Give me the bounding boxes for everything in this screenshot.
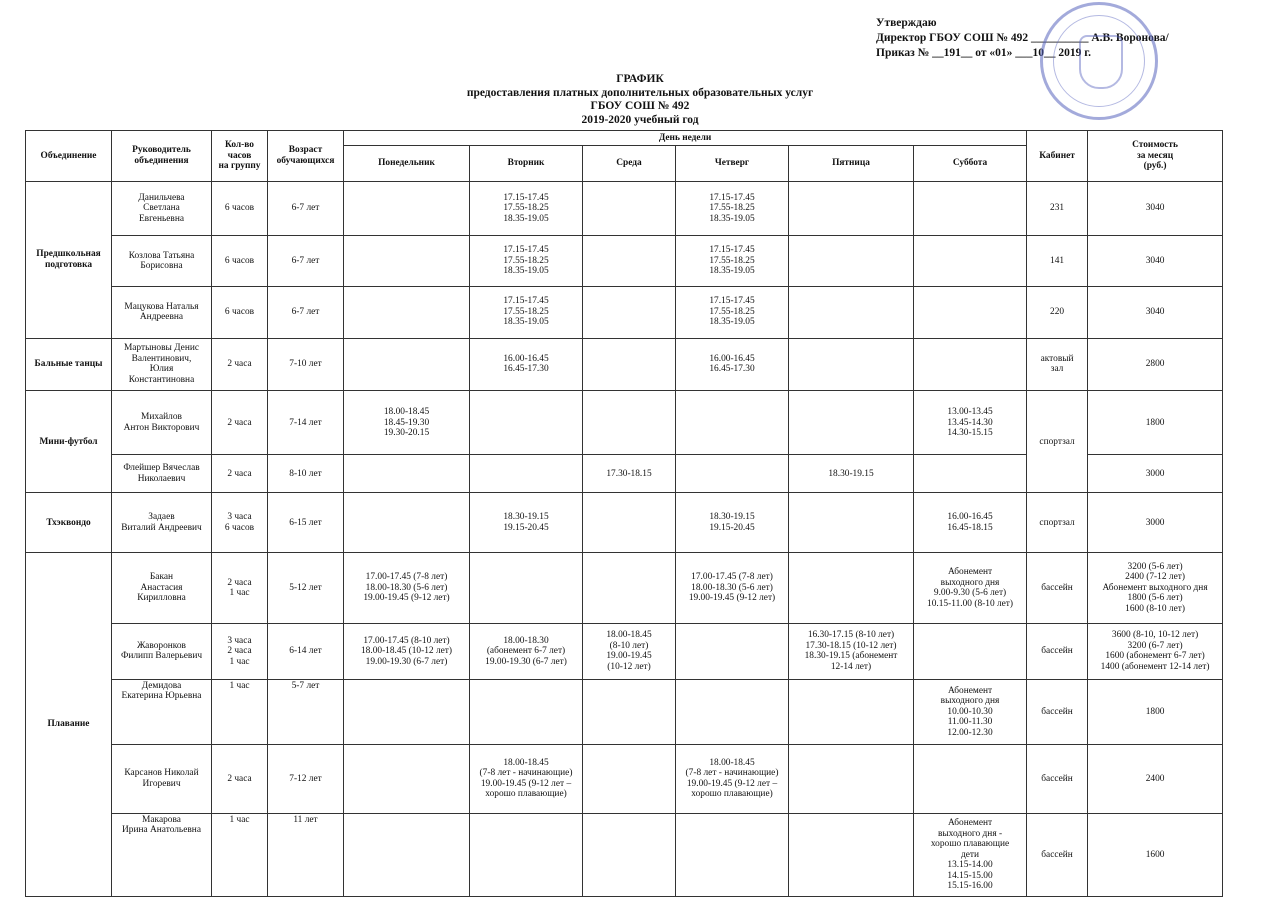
cost-cell: 3040: [1088, 181, 1223, 236]
age-cell: 7-14 лет: [268, 391, 344, 455]
thursday-cell: 17.15-17.45 17.55-18.25 18.35-19.05: [676, 236, 789, 287]
monday-cell: [344, 181, 470, 236]
header-age: Возраст обучающихся: [268, 131, 344, 182]
friday-cell: [789, 679, 914, 744]
saturday-cell: [914, 455, 1027, 493]
schedule-table: [25, 130, 1223, 897]
tuesday-cell: 17.15-17.45 17.55-18.25 18.35-19.05: [470, 181, 583, 236]
age-cell: 6-7 лет: [268, 236, 344, 287]
table-row: [26, 624, 1223, 680]
table-row: [26, 286, 1223, 338]
saturday-cell: Абонемент выходного дня 9.00-9.30 (5-6 лет) 10.15-11.00 (8-10 лет): [914, 553, 1027, 624]
saturday-cell: [914, 624, 1027, 680]
monday-cell: [344, 236, 470, 287]
leader-cell: Задаев Виталий Андреевич: [112, 493, 212, 553]
leader-cell: Флейшер Вячеслав Николаевич: [112, 455, 212, 493]
room-cell: бассейн: [1027, 624, 1088, 680]
room-cell: бассейн: [1027, 745, 1088, 813]
thursday-cell: [676, 679, 789, 744]
wednesday-cell: [583, 181, 676, 236]
tuesday-cell: 17.15-17.45 17.55-18.25 18.35-19.05: [470, 286, 583, 338]
group-preschool: Предшкольная подготовка: [26, 181, 112, 338]
leader-cell: Жаворонков Филипп Валерьевич: [112, 624, 212, 680]
age-cell: 7-10 лет: [268, 338, 344, 391]
title-line-1: ГРАФИК: [616, 73, 664, 85]
room-cell: актовый зал: [1027, 338, 1088, 391]
saturday-cell: Абонемент выходного дня 10.00-10.30 11.00-11.30 12.00-12.30: [914, 679, 1027, 744]
room-cell: бассейн: [1027, 553, 1088, 624]
age-cell: 11 лет: [268, 813, 344, 896]
title-line-3: ГБОУ СОШ № 492: [590, 100, 690, 112]
friday-cell: [789, 236, 914, 287]
group-swimming: Плавание: [26, 553, 112, 897]
header-thursday: Четверг: [676, 145, 789, 181]
hours-cell: 2 часа: [212, 391, 268, 455]
cost-cell: 1800: [1088, 679, 1223, 744]
header-leader: Руководитель объединения: [112, 131, 212, 182]
monday-cell: [344, 745, 470, 813]
header-cost: Стоимость за месяц (руб.): [1088, 131, 1223, 182]
monday-cell: 18.00-18.45 18.45-19.30 19.30-20.15: [344, 391, 470, 455]
age-cell: 5-7 лет: [268, 679, 344, 744]
tuesday-cell: [470, 455, 583, 493]
hours-cell: 6 часов: [212, 236, 268, 287]
wednesday-cell: [583, 338, 676, 391]
wednesday-cell: [583, 236, 676, 287]
table-row: [26, 338, 1223, 391]
monday-cell: 17.00-17.45 (8-10 лет) 18.00-18.45 (10-12 лет) 19.00-19.30 (6-7 лет): [344, 624, 470, 680]
friday-cell: [789, 338, 914, 391]
hours-cell: 1 час: [212, 679, 268, 744]
title-line-4: 2019-2020 учебный год: [581, 113, 699, 126]
header-row-1: [26, 131, 1223, 146]
cost-cell: 2400: [1088, 745, 1223, 813]
header-monday: Понедельник: [344, 145, 470, 181]
room-cell: 141: [1027, 236, 1088, 287]
tuesday-cell: [470, 679, 583, 744]
friday-cell: [789, 745, 914, 813]
tuesday-cell: 18.00-18.45 (7-8 лет - начинающие) 19.00-19.45 (9-12 лет – хорошо плавающие): [470, 745, 583, 813]
friday-cell: [789, 493, 914, 553]
tuesday-cell: [470, 391, 583, 455]
tuesday-cell: [470, 813, 583, 896]
thursday-cell: 18.00-18.45 (7-8 лет - начинающие) 19.00-19.45 (9-12 лет – хорошо плавающие): [676, 745, 789, 813]
wednesday-cell: [583, 286, 676, 338]
cost-cell: 3000: [1088, 493, 1223, 553]
tuesday-cell: 18.00-18.30 (абонемент 6-7 лет) 19.00-19.30 (6-7 лет): [470, 624, 583, 680]
cost-cell: 1800: [1088, 391, 1223, 455]
age-cell: 6-14 лет: [268, 624, 344, 680]
leader-cell: Бакан Анастасия Кирилловна: [112, 553, 212, 624]
hours-cell: 3 часа 2 часа 1 час: [212, 624, 268, 680]
friday-cell: 18.30-19.15: [789, 455, 914, 493]
table-row: [26, 236, 1223, 287]
header-weekday: День недели: [344, 131, 1027, 146]
room-cell: спортзал: [1027, 493, 1088, 553]
cost-cell: 3200 (5-6 лет) 2400 (7-12 лет) Абонемент выходного дня 1800 (5-6 лет) 1600 (8-10 лет): [1088, 553, 1223, 624]
cost-cell: 1600: [1088, 813, 1223, 896]
age-cell: 7-12 лет: [268, 745, 344, 813]
thursday-cell: 17.15-17.45 17.55-18.25 18.35-19.05: [676, 286, 789, 338]
monday-cell: [344, 493, 470, 553]
wednesday-cell: [583, 391, 676, 455]
header-association: Объединение: [26, 131, 112, 182]
monday-cell: [344, 286, 470, 338]
saturday-cell: [914, 745, 1027, 813]
leader-cell: Мартыновы Денис Валентинович, Юлия Константиновна: [112, 338, 212, 391]
header-hours: Кол-во часов на группу: [212, 131, 268, 182]
age-cell: 5-12 лет: [268, 553, 344, 624]
friday-cell: [789, 813, 914, 896]
leader-cell: Демидова Екатерина Юрьевна: [112, 679, 212, 744]
thursday-cell: 17.00-17.45 (7-8 лет) 18.00-18.30 (5-6 лет) 19.00-19.45 (9-12 лет): [676, 553, 789, 624]
thursday-cell: [676, 391, 789, 455]
thursday-cell: [676, 624, 789, 680]
room-cell: бассейн: [1027, 813, 1088, 896]
wednesday-cell: [583, 553, 676, 624]
saturday-cell: Абонемент выходного дня - хорошо плавающие дети 13.15-14.00 14.15-15.00 15.15-16.00: [914, 813, 1027, 896]
group-minifootball: Мини-футбол: [26, 391, 112, 493]
monday-cell: [344, 679, 470, 744]
leader-cell: Данильчева Светлана Евгеньевна: [112, 181, 212, 236]
group-taekwondo: Тхэквондо: [26, 493, 112, 553]
wednesday-cell: [583, 493, 676, 553]
hours-cell: 2 часа: [212, 455, 268, 493]
saturday-cell: 16.00-16.45 16.45-18.15: [914, 493, 1027, 553]
age-cell: 6-7 лет: [268, 286, 344, 338]
wednesday-cell: [583, 679, 676, 744]
room-cell: 231: [1027, 181, 1088, 236]
saturday-cell: [914, 286, 1027, 338]
leader-cell: Мацукова Наталья Андреевна: [112, 286, 212, 338]
title-line-2: предоставления платных дополнительных образовательных услуг: [466, 86, 814, 99]
table-row: [26, 745, 1223, 813]
document-title: [0, 73, 1280, 127]
group-ballroom: Бальные танцы: [26, 338, 112, 391]
tuesday-cell: 16.00-16.45 16.45-17.30: [470, 338, 583, 391]
tuesday-cell: [470, 553, 583, 624]
age-cell: 6-7 лет: [268, 181, 344, 236]
table-row: [26, 493, 1223, 553]
header-saturday: Суббота: [914, 145, 1027, 181]
header-friday: Пятница: [789, 145, 914, 181]
hours-cell: 3 часа 6 часов: [212, 493, 268, 553]
wednesday-cell: [583, 745, 676, 813]
approval-line-3: Приказ № __191__ от «01» ___10__ 2019 г.: [876, 47, 1092, 59]
hours-cell: 6 часов: [212, 181, 268, 236]
hours-cell: 1 час: [212, 813, 268, 896]
cost-cell: 3000: [1088, 455, 1223, 493]
approval-line-2: Директор ГБОУ СОШ № 492 __________ А.В. Воронова/: [876, 32, 1169, 44]
leader-cell: Макарова Ирина Анатольевна: [112, 813, 212, 896]
header-room: Кабинет: [1027, 131, 1088, 182]
room-cell: 220: [1027, 286, 1088, 338]
table-row: [26, 553, 1223, 624]
friday-cell: [789, 391, 914, 455]
header-wednesday: Среда: [583, 145, 676, 181]
saturday-cell: 13.00-13.45 13.45-14.30 14.30-15.15: [914, 391, 1027, 455]
wednesday-cell: 18.00-18.45 (8-10 лет) 19.00-19.45 (10-12 лет): [583, 624, 676, 680]
thursday-cell: 16.00-16.45 16.45-17.30: [676, 338, 789, 391]
approval-line-1: Утверждаю: [876, 17, 937, 29]
table-row: [26, 391, 1223, 455]
thursday-cell: [676, 813, 789, 896]
cost-cell: 3040: [1088, 286, 1223, 338]
saturday-cell: [914, 236, 1027, 287]
table-row: [26, 181, 1223, 236]
hours-cell: 2 часа: [212, 338, 268, 391]
friday-cell: [789, 286, 914, 338]
friday-cell: [789, 553, 914, 624]
thursday-cell: 17.15-17.45 17.55-18.25 18.35-19.05: [676, 181, 789, 236]
leader-cell: Карсанов Николай Игоревич: [112, 745, 212, 813]
wednesday-cell: 17.30-18.15: [583, 455, 676, 493]
cost-cell: 3040: [1088, 236, 1223, 287]
monday-cell: [344, 813, 470, 896]
age-cell: 8-10 лет: [268, 455, 344, 493]
room-cell: спортзал: [1027, 391, 1088, 493]
saturday-cell: [914, 181, 1027, 236]
table-row: [26, 813, 1223, 896]
header-tuesday: Вторник: [470, 145, 583, 181]
tuesday-cell: 17.15-17.45 17.55-18.25 18.35-19.05: [470, 236, 583, 287]
saturday-cell: [914, 338, 1027, 391]
room-cell: бассейн: [1027, 679, 1088, 744]
cost-cell: 2800: [1088, 338, 1223, 391]
monday-cell: [344, 338, 470, 391]
thursday-cell: [676, 455, 789, 493]
hours-cell: 2 часа: [212, 745, 268, 813]
age-cell: 6-15 лет: [268, 493, 344, 553]
monday-cell: 17.00-17.45 (7-8 лет) 18.00-18.30 (5-6 лет) 19.00-19.45 (9-12 лет): [344, 553, 470, 624]
leader-cell: Михайлов Антон Викторович: [112, 391, 212, 455]
hours-cell: 6 часов: [212, 286, 268, 338]
table-row: [26, 679, 1223, 744]
leader-cell: Козлова Татьяна Борисовна: [112, 236, 212, 287]
wednesday-cell: [583, 813, 676, 896]
hours-cell: 2 часа 1 час: [212, 553, 268, 624]
friday-cell: 16.30-17.15 (8-10 лет) 17.30-18.15 (10-12 лет) 18.30-19.15 (абонемент 12-14 лет): [789, 624, 914, 680]
thursday-cell: 18.30-19.15 19.15-20.45: [676, 493, 789, 553]
friday-cell: [789, 181, 914, 236]
tuesday-cell: 18.30-19.15 19.15-20.45: [470, 493, 583, 553]
monday-cell: [344, 455, 470, 493]
cost-cell: 3600 (8-10, 10-12 лет) 3200 (6-7 лет) 1600 (абонемент 6-7 лет) 1400 (абонемент 12-14 лет): [1088, 624, 1223, 680]
